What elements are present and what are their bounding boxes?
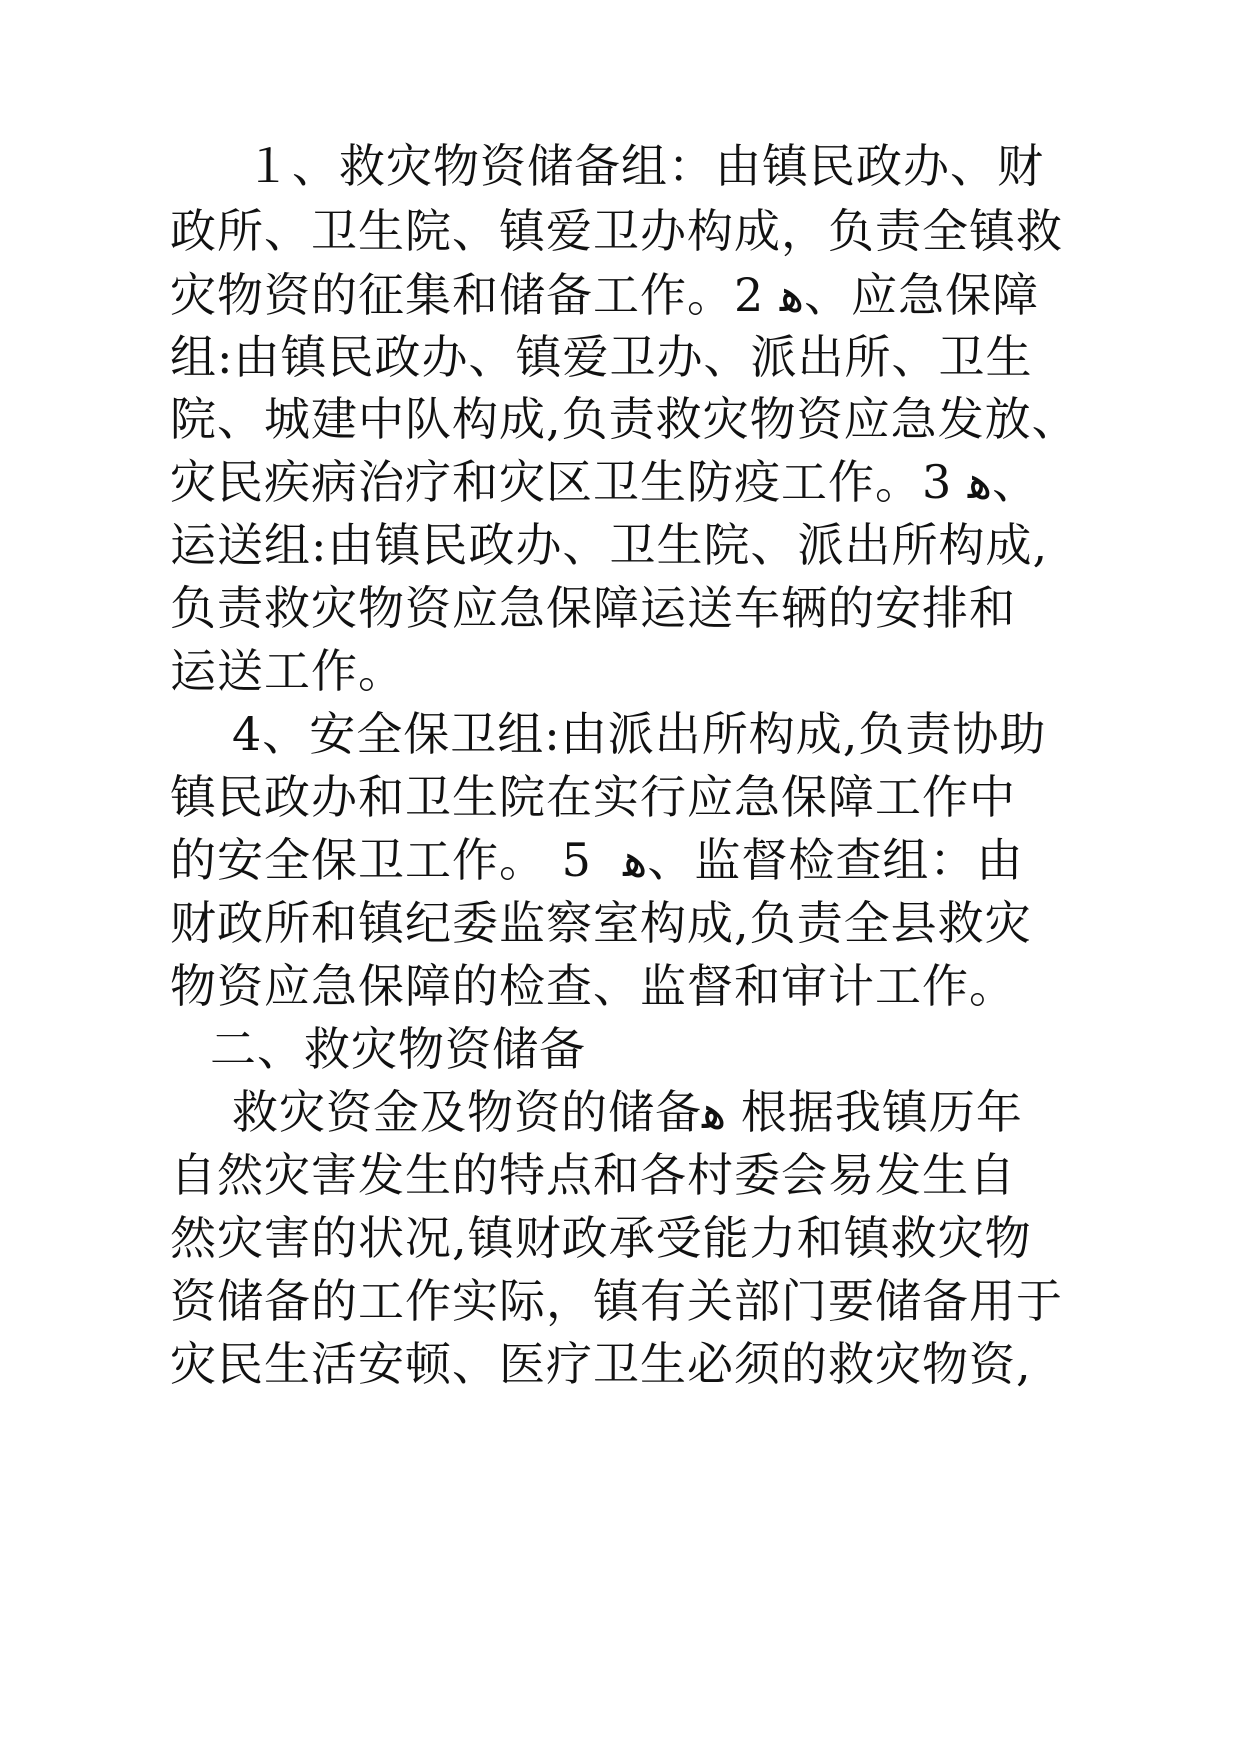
text-line-16: 救灾资金及物资的储备ﻫ 根据我镇历年 [232, 1085, 1023, 1139]
text-line-20: 灾民生活安顿、医疗卫生必须的救灾物资, [170, 1337, 1032, 1391]
text-line-18: 然灾害的状况,镇财政承受能力和镇救灾物 [170, 1211, 1032, 1265]
text-line-19: 资储备的工作实际，镇有关部门要储备用于 [170, 1274, 1063, 1328]
text-line-10: 4、安全保卫组:由派出所构成,负责协助 [232, 707, 1047, 761]
text-line-9: 运送工作。 [170, 644, 405, 698]
text-line-6: 灾民疾病治疗和灾区卫生防疫工作。3 ﻿ﻫ、 [170, 455, 1040, 509]
text-line-17: 自然灾害发生的特点和各村委会易发生自 [170, 1148, 1016, 1202]
text-line-3: 灾物资的征集和储备工作。2 ﻿ﻫ、应急保障 [170, 268, 1040, 322]
text-line-5: 院、城建中队构成,负责救灾物资应急发放、 [170, 392, 1079, 446]
text-line-1: １、救灾物资储备组：由镇民政办、财 [245, 139, 1044, 193]
text-line-8: 负责救灾物资应急保障运送车辆的安排和 [170, 581, 1016, 635]
text-line-2: 政所、卫生院、镇爱卫办构成，负责全镇救 [170, 204, 1063, 258]
text-line-4: 组:由镇民政办、镇爱卫办、派出所、卫生 [170, 330, 1033, 384]
text-line-11: 镇民政办和卫生院在实行应急保障工作中 [170, 770, 1016, 824]
text-line-7: 运送组:由镇民政办、卫生院、派出所构成, [170, 518, 1049, 572]
text-line-13: 财政所和镇纪委监察室构成,负责全县救灾 [170, 896, 1032, 950]
text-line-14: 物资应急保障的检查、监督和审计工作。 [170, 959, 1016, 1013]
section-heading: 二、救灾物资储备 [210, 1022, 586, 1076]
text-line-12: 的安全保卫工作。 5 ﻿ ﻫ、监督检查组：由 [170, 833, 1024, 887]
